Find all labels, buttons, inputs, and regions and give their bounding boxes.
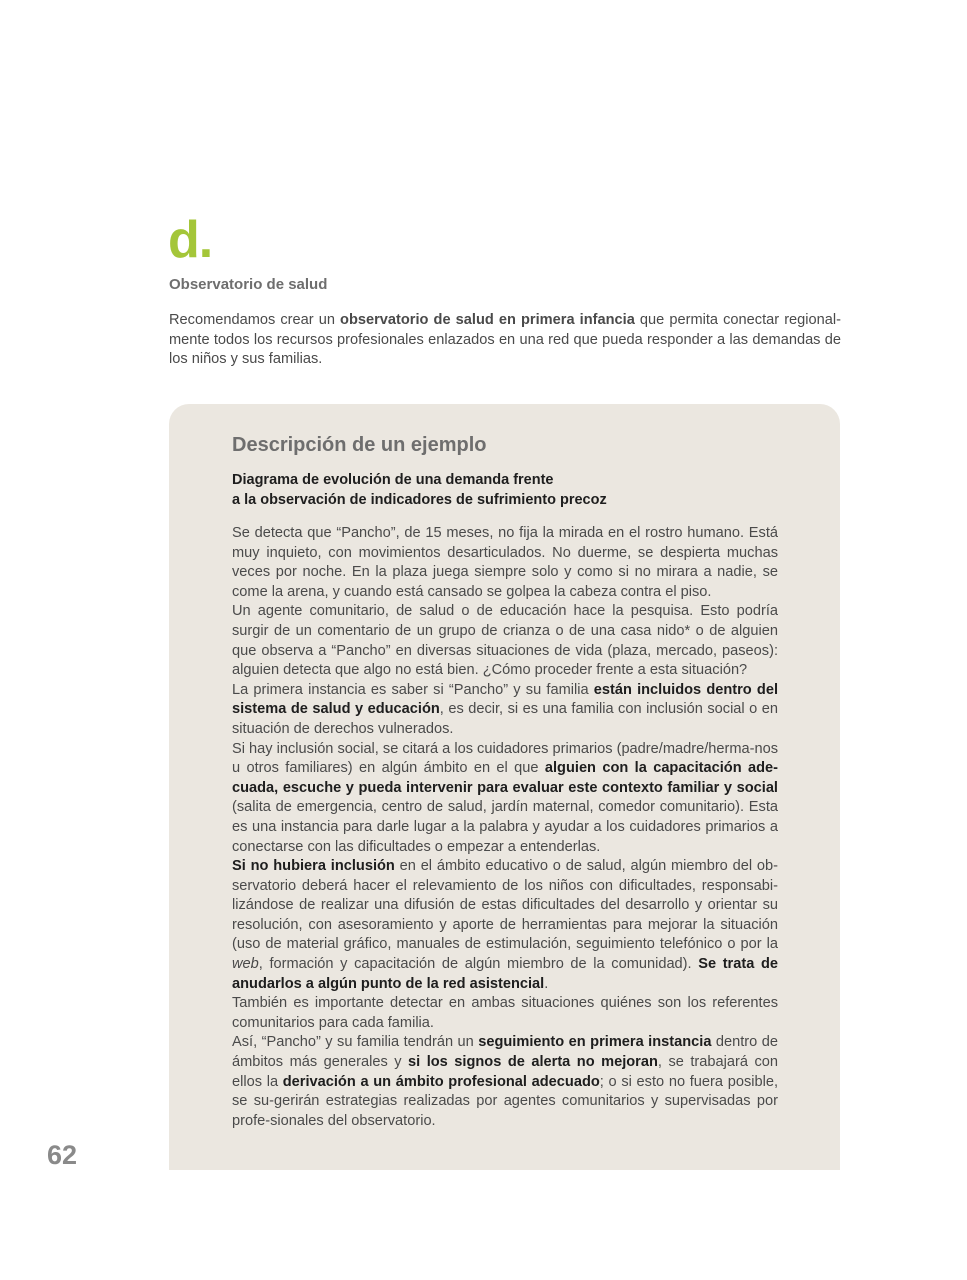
text-run: Así, “Pancho” y su familia tendrán un xyxy=(232,1034,479,1051)
example-paragraph xyxy=(232,857,778,994)
text-run: que permita conectar regional-mente todos los recursos profesionales enlazados en una red que pueda responder a las demandas de los niños y sus familias. xyxy=(169,312,841,368)
intro-paragraph xyxy=(169,311,841,370)
example-subheading xyxy=(232,470,792,510)
emphasis-text: alguien con la capacitación ade-cuada, escuche y pueda intervenir para evaluar este contexto familiar y social xyxy=(232,760,778,796)
page-number: 62 xyxy=(47,1140,78,1170)
text-run: Recomendamos crear un xyxy=(169,312,341,328)
text-run: , es decir, si es una familia con inclusión social o en situación de derechos vulnerados. xyxy=(232,701,779,737)
example-subheading-line: a la observación de indicadores de sufrimiento precoz xyxy=(232,492,607,508)
emphasis-text: Se trata de anudarlos a algún punto de la red asistencial xyxy=(232,956,778,992)
text-run: Se detecta que “Pancho”, de 15 meses, no fija la mirada en el rostro humano. Está muy inquieto, con movimientos desarticulados. No duerme, se despierta muchas veces por noche. En la plaza juega siempre solo y como si no mirara a nadie, se come la arena, y cuando está cansado se golpea la cabeza contra el piso. xyxy=(232,525,778,600)
emphasis-text: derivación a un ámbito profesional adecuado xyxy=(282,1073,600,1090)
emphasis-text: Si no hubiera inclusión xyxy=(232,858,395,875)
section-title: Observatorio de salud xyxy=(169,276,328,293)
emphasis-text: si los signos de alerta no mejoran xyxy=(408,1054,658,1071)
text-run: en el ámbito educativo o de salud, algún miembro del ob-servatorio deberá hacer el relevamiento de los niños con dificultades, responsabi-lizándose de realizar una difusión de estas dificultades del desarrollo y orientar su resolución, con asesoramiento y aporte de herramientas para mejorar la situación (uso de material gráfico, manuales de estimulación, seguimiento telefónico o por la xyxy=(232,858,778,953)
text-run: Un agente comunitario, de salud o de educación hace la pesquisa. Esto podría surgir de un comentario de un grupo de crianza o de una casa nido* o de alguien que observa a “Pancho” en diversas situaciones de vida (plaza, mercado, paseos): alguien detecta que algo no está bien. ¿Cómo proceder frente a esta situación? xyxy=(232,603,778,679)
example-paragraph xyxy=(232,1033,778,1131)
text-run: dentro de ámbitos más generales y xyxy=(232,1034,778,1071)
example-heading: Descripción de un ejemplo xyxy=(232,434,487,456)
example-body xyxy=(232,524,778,1131)
text-run: . xyxy=(544,975,549,992)
example-paragraph xyxy=(232,524,778,602)
text-run: , formación y capacitación de algún miembro de la comunidad). xyxy=(258,956,699,973)
text-run: (salita de emergencia, centro de salud, jardín maternal, comedor comunitario). Esta es una instancia para darle lugar a la palabra y ayudar a los cuidadores primarios a conectarse con las dificultades o empezar a entenderlas. xyxy=(232,799,778,855)
example-paragraph xyxy=(232,994,778,1033)
emphasis-text: seguimiento en primera instancia xyxy=(478,1034,712,1051)
italic-text: web xyxy=(232,956,259,973)
emphasis-text: observatorio de salud en primera infancia xyxy=(340,312,635,328)
text-run: También es importante detectar en ambas situaciones quiénes son los referentes comunitarios para cada familia. xyxy=(232,995,778,1031)
example-paragraph xyxy=(232,681,778,740)
text-run: , se trabajará con ellos la xyxy=(232,1054,778,1090)
example-paragraph xyxy=(232,602,778,680)
section-letter: d. xyxy=(168,211,213,269)
example-subheading-line: Diagrama de evolución de una demanda frente xyxy=(232,472,554,488)
text-run: ; o si esto no fuera posible, se su-gerirán estrategias realizadas por agentes comunitarios y supervisadas por profe-sionales del observatorio. xyxy=(232,1073,779,1129)
example-paragraph xyxy=(232,740,778,858)
text-run: Si hay inclusión social, se citará a los cuidadores primarios (padre/madre/herma-nos u otros familiares) en algún ámbito en el que xyxy=(232,740,778,777)
example-box xyxy=(169,404,840,1170)
text-run: La primera instancia es saber si “Pancho” y su familia xyxy=(232,681,594,698)
emphasis-text: están incluidos dentro del sistema de salud y educación xyxy=(232,681,778,718)
